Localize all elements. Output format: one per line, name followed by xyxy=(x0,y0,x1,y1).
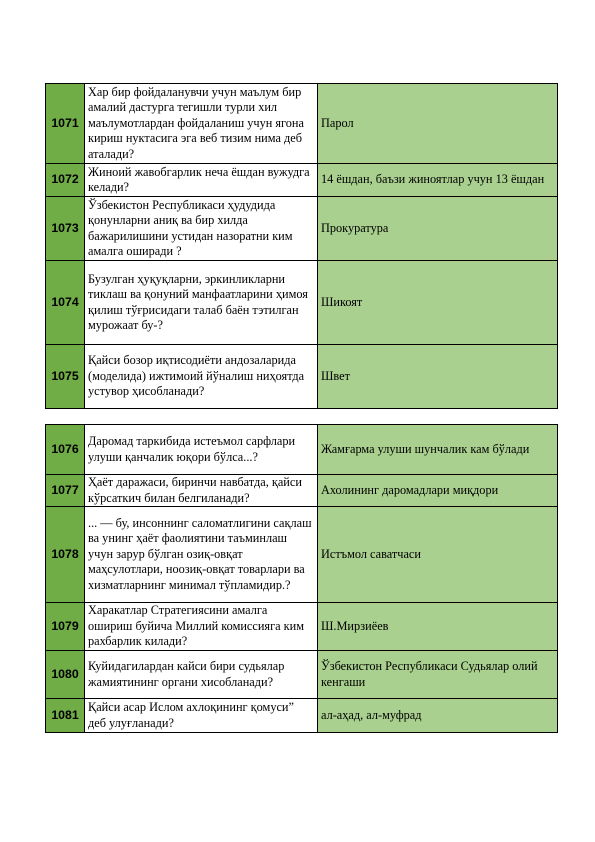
question-text: Бузулган ҳуқуқларни, эркинликларни тиклаш ва қонуний манфаатларини ҳимоя қилиш тўғрисидаги талаб баён тэтилган мурожаат бу-? xyxy=(85,261,318,345)
question-text: Қайси асар Ислом ахлоқининг қомуси” деб улуғланади? xyxy=(85,699,318,733)
question-number: 1078 xyxy=(46,507,85,603)
table-row xyxy=(46,603,558,651)
table-row xyxy=(46,425,558,475)
question-text: Жиноий жавобгарлик неча ёшдан вужудга келади? xyxy=(85,164,318,197)
table-row xyxy=(46,345,558,409)
table-row xyxy=(46,699,558,733)
answer-text: ал-аҳад, ал-муфрад xyxy=(318,699,558,733)
question-number: 1075 xyxy=(46,345,85,409)
question-number: 1081 xyxy=(46,699,85,733)
qa-table-1 xyxy=(45,83,558,409)
question-text: Ҳаёт даражаси, биринчи навбатда, қайси кўрсаткич билан белгиланади? xyxy=(85,475,318,507)
answer-text: Жамғарма улуши шунчалик кам бўлади xyxy=(318,425,558,475)
question-text: Ўзбекистон Республикаси ҳудудида қонунларни аниқ ва бир хилда бажарилишини устидан назоратни ким амалга оширади ? xyxy=(85,197,318,261)
answer-text: 14 ёшдан, баъзи жиноятлар учун 13 ёшдан xyxy=(318,164,558,197)
qa-table-2 xyxy=(45,424,558,733)
question-number: 1080 xyxy=(46,651,85,699)
table-row xyxy=(46,197,558,261)
table-row xyxy=(46,651,558,699)
answer-text: Ўзбекистон Республикаси Судьялар олий кенгаши xyxy=(318,651,558,699)
answer-text: Швет xyxy=(318,345,558,409)
table-row xyxy=(46,261,558,345)
question-number: 1071 xyxy=(46,84,85,164)
answer-text: Ш.Мирзиёев xyxy=(318,603,558,651)
answer-text: Истъмол саватчаси xyxy=(318,507,558,603)
question-text: Даромад таркибида истеъмол сарфлари улуши қанчалик юқори бўлса...? xyxy=(85,425,318,475)
question-number: 1077 xyxy=(46,475,85,507)
answer-text: Шикоят xyxy=(318,261,558,345)
table-row xyxy=(46,507,558,603)
question-text: Хар бир фойдаланувчи учун маълум бир амалий дастурга тегишли турли хил маълумотлардан фойдаланиш учун ягона кириш нуктасига эга веб тизим нима деб аталади? xyxy=(85,84,318,164)
question-text: ... — бу, инсоннинг саломатлигини сақлаш ва унинг ҳаёт фаолиятини таъминлаш учун зарур бўлган озиқ-овқат маҳсулотлари, ноозиқ-овқат товарлари ва хизматларнинг минимал тўпламидир.? xyxy=(85,507,318,603)
question-text: Қайси бозор иқтисодиёти андозаларида (моделида) ижтимоий йўналиш ниҳоятда устувор ҳисобланади? xyxy=(85,345,318,409)
question-number: 1079 xyxy=(46,603,85,651)
question-text: Харакатлар Стратегиясини амалга ошириш буйича Миллий комиссияга ким рахбарлик килади? xyxy=(85,603,318,651)
question-number: 1076 xyxy=(46,425,85,475)
answer-text: Ахолининг даромадлари миқдори xyxy=(318,475,558,507)
table-row xyxy=(46,475,558,507)
table-row xyxy=(46,84,558,164)
question-text: Куйидагилардан кайси бири судьялар жамиятининг органи хисобланади? xyxy=(85,651,318,699)
question-number: 1073 xyxy=(46,197,85,261)
question-number: 1074 xyxy=(46,261,85,345)
table-row xyxy=(46,164,558,197)
answer-text: Парол xyxy=(318,84,558,164)
answer-text: Прокуратура xyxy=(318,197,558,261)
question-number: 1072 xyxy=(46,164,85,197)
